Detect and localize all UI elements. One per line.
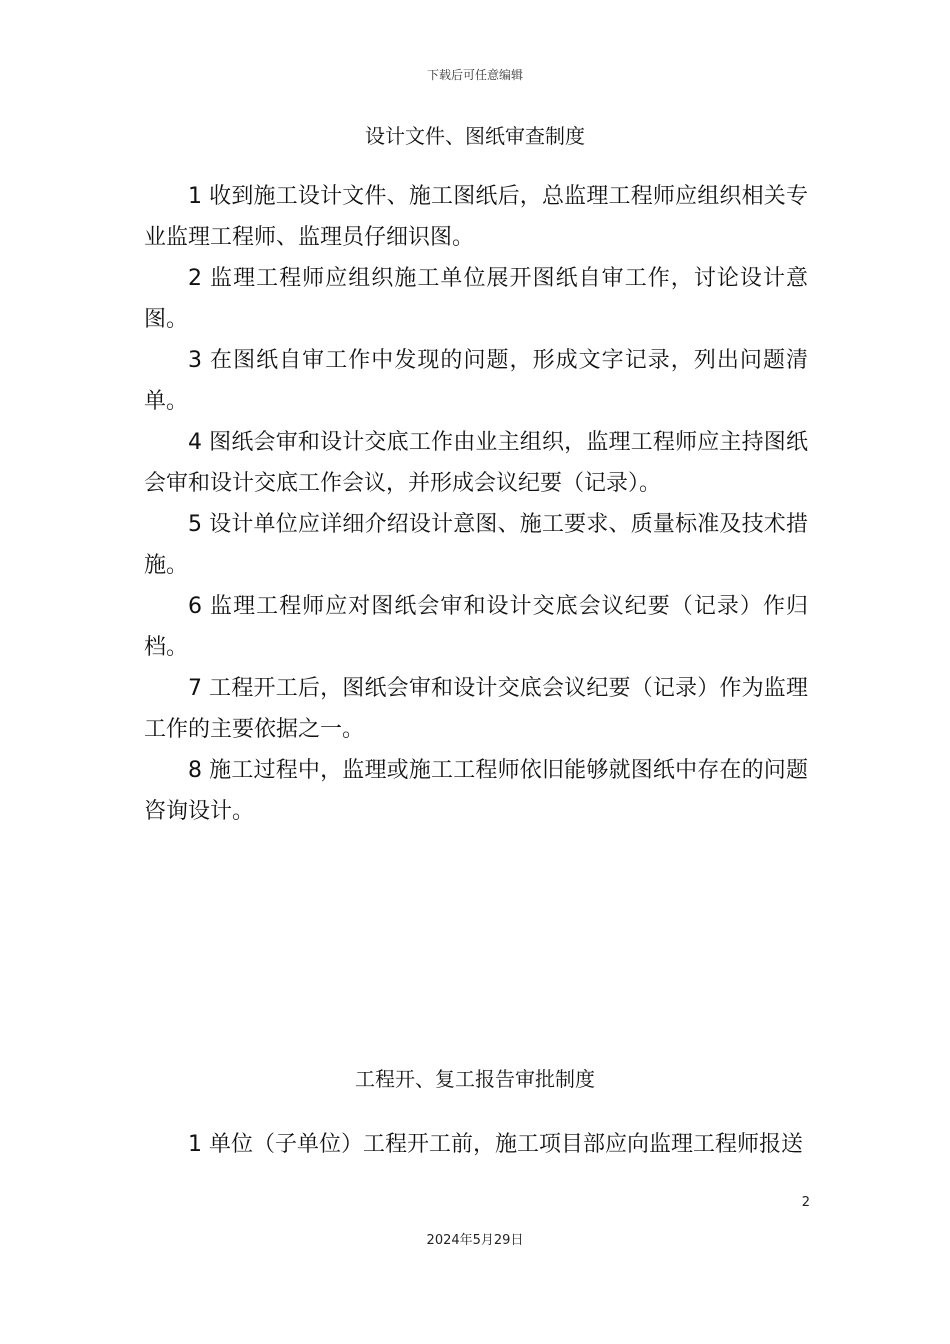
list-item: 6 监理工程师应对图纸会审和设计交底会议纪要（记录）作归档。	[144, 594, 808, 660]
footer-date: 2024年5月29日	[426, 1233, 524, 1248]
list-item: 1 收到施工设计文件、施工图纸后，总监理工程师应组织相关专业监理工程师、监理员仔细识图。	[144, 184, 808, 250]
section-body	[144, 1124, 808, 1165]
section-title: 工程开、复工报告审批制度	[355, 1067, 595, 1091]
list-item: 5 设计单位应详细介绍设计意图、施工要求、质量标准及技术措施。	[144, 512, 808, 578]
section-body	[144, 176, 808, 832]
list-item: 1 单位（子单位）工程开工前，施工项目部应向监理工程师报送	[188, 1132, 803, 1157]
list-item: 3 在图纸自审工作中发现的问题，形成文字记录，列出问题清单。	[144, 348, 808, 414]
page-number: 2	[801, 1195, 810, 1210]
list-item: 4 图纸会审和设计交底工作由业主组织，监理工程师应主持图纸会审和设计交底工作会议，并形成会议纪要（记录）。	[144, 430, 808, 496]
section-title: 设计文件、图纸审查制度	[365, 124, 585, 148]
list-item: 7 工程开工后，图纸会审和设计交底会议纪要（记录）作为监理工作的主要依据之一。	[144, 676, 808, 742]
page-header: 下载后可任意编辑	[426, 68, 523, 82]
list-item: 2 监理工程师应组织施工单位展开图纸自审工作，讨论设计意图。	[144, 266, 808, 332]
list-item: 8 施工过程中，监理或施工工程师依旧能够就图纸中存在的问题咨询设计。	[144, 758, 808, 824]
